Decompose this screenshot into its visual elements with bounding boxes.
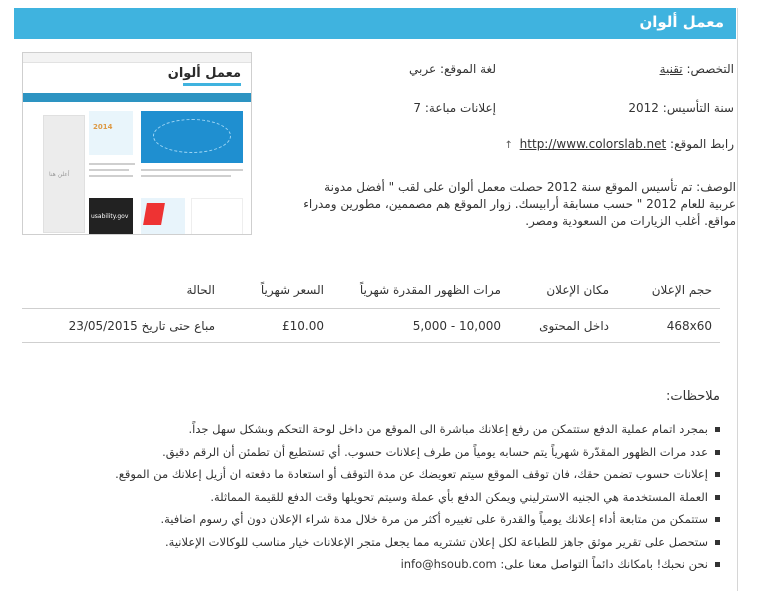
thumb-card: [89, 111, 133, 155]
bullet-icon: [715, 427, 720, 432]
bullet-icon: [715, 517, 720, 522]
list-item: [80, 418, 720, 441]
list-item: [80, 553, 720, 576]
thumb-text-line: [89, 163, 135, 165]
site-url-link[interactable]: http://www.colorslab.net: [519, 137, 667, 151]
language-value: عربي: [409, 62, 437, 76]
note-text: بمجرد اتمام عملية الدفع ستتمكن من رفع إعلانك مباشرة الى الموقع من داخل لوحة التحكم وبشكل سهل جداً.: [188, 422, 708, 436]
specialty-link[interactable]: تقنية: [659, 62, 683, 76]
founded-label: سنة التأسيس:: [662, 101, 734, 115]
cell-ad-placement: داخل المحتوى: [539, 319, 609, 333]
ads-sold-value: 7: [413, 101, 422, 115]
table-row[interactable]: [22, 309, 720, 343]
note-text: ستتمكن من متابعة أداء إعلانك يومياً والقدرة على تغييره أكثر من مرة خلال مدة شراء الإعلان دون أي رسوم اضافية.: [160, 512, 708, 526]
list-item: [80, 441, 720, 464]
language-label: لغة الموقع:: [440, 62, 496, 76]
cell-impressions: 5,000 - 10,000: [412, 319, 501, 333]
site-thumbnail[interactable]: [22, 52, 252, 235]
site-description: [286, 179, 736, 230]
description-line: مواقع. أغلب الزيارات من السعودية ومصر.: [525, 214, 736, 228]
note-text: عدد مرات الظهور المقدّرة شهرياً يتم حسابه يومياً من طرف إعلانات حسوب. أي تستطيع أن تطمئن أن الرقم دقيق.: [162, 444, 708, 459]
thumb-card: [191, 198, 243, 235]
thumb-topbar: [23, 53, 251, 63]
language-field: [409, 62, 496, 76]
list-item: [80, 508, 720, 531]
thumb-text-line: [89, 175, 133, 177]
url-field: [504, 137, 734, 151]
founded-field: [628, 101, 734, 115]
external-link-icon[interactable]: ↑: [504, 140, 513, 151]
specialty-field: [660, 62, 734, 76]
cell-ad-size: 468x60: [666, 319, 712, 333]
specialty-label: التخصص:: [686, 62, 734, 76]
description-line: الوصف: تم تأسيس الموقع سنة 2012 حصلت معمل ألوان على لقب " أفضل مدونة: [324, 180, 736, 194]
table-header-row: [22, 283, 720, 309]
bullet-icon: [715, 540, 720, 545]
page-title: معمل ألوان: [639, 13, 724, 31]
ads-sold-label: إعلانات مباعة:: [424, 101, 496, 115]
ads-sold-field: [413, 101, 496, 115]
list-item: [80, 531, 720, 554]
header-monthly-price: السعر شهرياً: [260, 283, 324, 297]
note-text: ستحصل على تقرير موثق جاهز للطباعة لكل إعلان تشتريه مما يجعل متجر الإعلانات خيار مناسب للوكالات الإعلانية.: [165, 534, 708, 549]
bullet-icon: [715, 450, 720, 455]
thumb-hero-shape: [153, 119, 231, 153]
list-item: [80, 463, 720, 486]
thumb-logo: معمل ألوان: [167, 66, 241, 81]
thumb-text-line: [141, 175, 231, 177]
header-ad-placement: مكان الإعلان: [546, 283, 609, 297]
header-impressions: مرات الظهور المقدرة شهرياً: [359, 283, 501, 297]
bullet-icon: [715, 495, 720, 500]
thumb-card-label: 2014: [93, 123, 113, 131]
thumb-navbar: [23, 93, 251, 102]
note-text: العملة المستخدمة هي الجنيه الاسترليني ويمكن الدفع بأي عملة وسيتم تحويلها وقت الدفع للقيمة المماثلة.: [210, 489, 708, 504]
header-status: الحالة: [186, 283, 215, 297]
cell-status: مباع حتى تاريخ 23/05/2015: [68, 319, 215, 333]
thumb-text-line: [89, 169, 129, 171]
bullet-icon: [715, 562, 720, 567]
list-item: [80, 486, 720, 509]
header-ad-size: حجم الإعلان: [651, 283, 712, 297]
thumb-sidebar-label: أعلن هنا: [49, 171, 70, 178]
note-text: نحن نحبك! بامكانك دائماً التواصل معنا على: info@hsoub.com: [400, 557, 708, 571]
bullet-icon: [715, 472, 720, 477]
notes-title: ملاحظات:: [666, 389, 720, 404]
description-line: عربية للعام 2012 " حسب مسابقة أرابيسك. زوار الموقع هم مصممين، مطورين ومدراء: [303, 197, 736, 211]
thumb-text-line: [141, 169, 243, 171]
thumb-logo-underline: [183, 83, 241, 86]
header-bar: [14, 8, 736, 39]
founded-value: 2012: [628, 101, 659, 115]
thumb-card-label: usability.gov: [91, 213, 129, 220]
right-divider: [737, 8, 738, 591]
ads-table: [22, 283, 720, 343]
notes-list: [80, 418, 720, 576]
note-text: إعلانات حسوب تضمن حقك، فان توقف الموقع سيتم تعويضك عن مدة التوقف أو استعادة ما دفعته ان أزيل إعلانك من الموقع.: [115, 467, 708, 481]
cell-monthly-price: £10.00: [282, 319, 324, 333]
url-label: رابط الموقع:: [670, 137, 734, 151]
